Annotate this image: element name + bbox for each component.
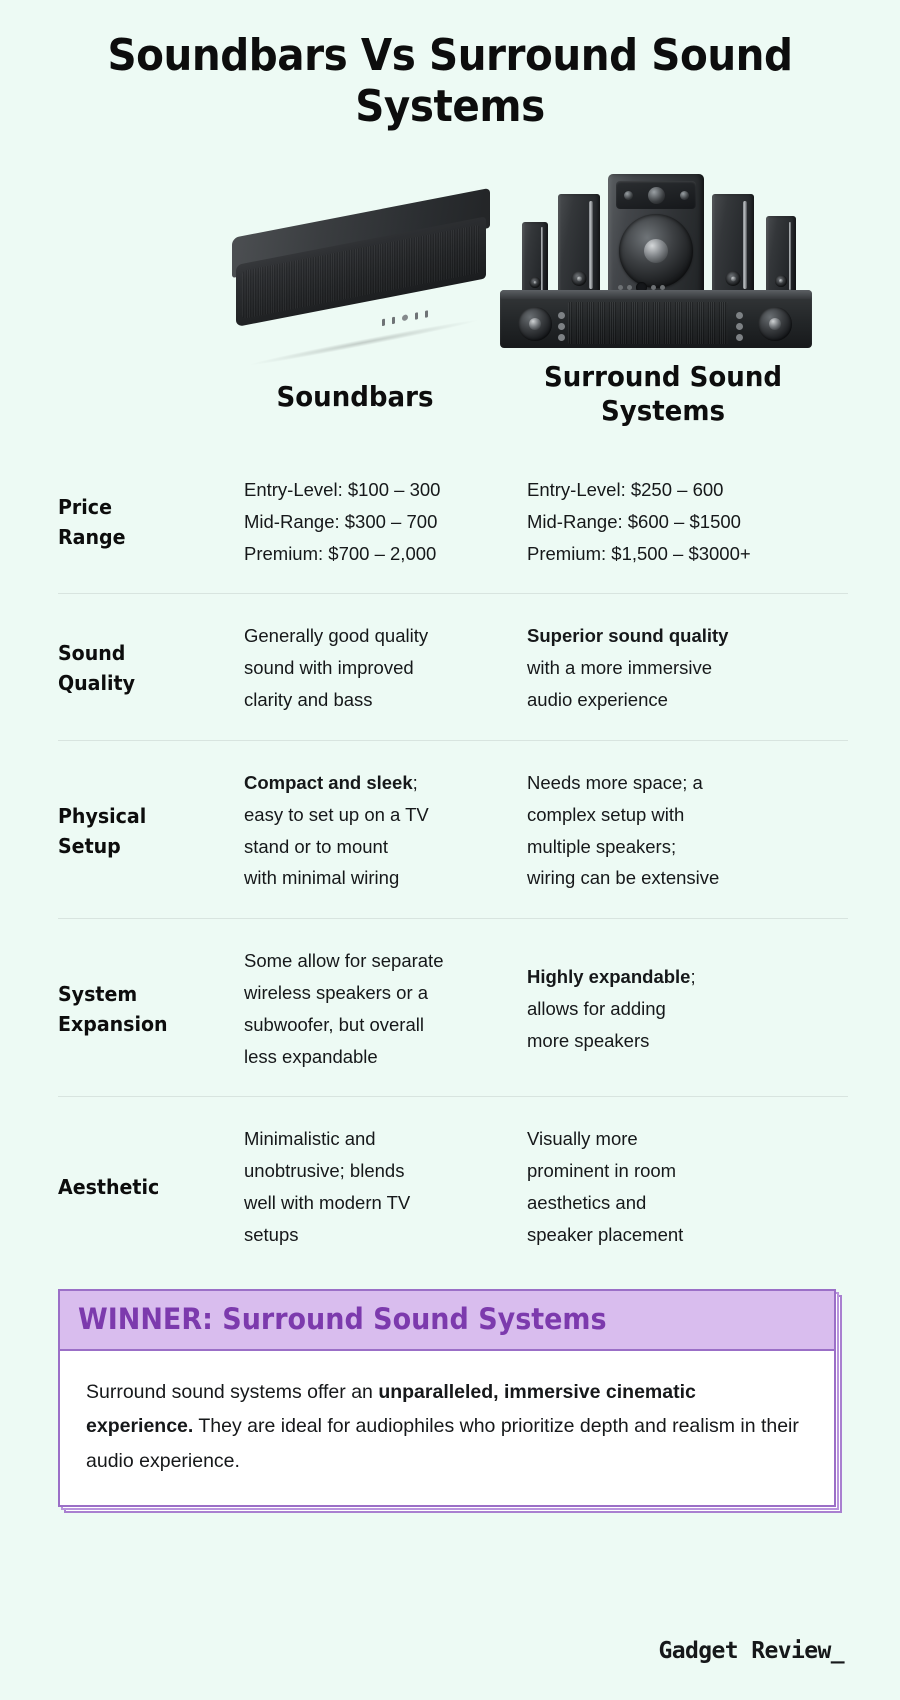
cell-line: Mid-Range: $600 – $1500	[527, 510, 741, 532]
satellite-speaker-far-left	[522, 222, 548, 296]
cell-line: easy to set up on a TV	[244, 803, 429, 825]
cell-line: Entry-Level: $100 – 300	[244, 479, 441, 500]
cell-line: Premium: $1,500 – $3000+	[527, 542, 751, 564]
cell-soundbars	[244, 1123, 527, 1250]
cell-surround	[527, 1123, 848, 1250]
table-row	[58, 918, 848, 1096]
satellite-speaker-left	[558, 194, 600, 296]
cell-line: more speakers	[527, 1029, 650, 1051]
cell-line: sound with improved	[244, 657, 414, 679]
receiver-left-controls	[558, 312, 565, 341]
cell-line: allows for adding	[527, 997, 666, 1019]
cell-line: well with modern TV	[244, 1192, 411, 1213]
cell-line: Some allow for separate	[244, 950, 444, 972]
cell-soundbars	[244, 767, 527, 894]
cell-line: Generally good quality	[244, 625, 429, 647]
table-row	[58, 740, 848, 918]
comparison-table	[0, 460, 900, 1275]
cell-line: unobtrusive; blends	[244, 1160, 405, 1182]
receiver-left-driver	[518, 307, 552, 341]
winner-card-wrapper	[58, 1289, 836, 1507]
cell-surround	[527, 961, 848, 1056]
cell-line: multiple speakers;	[527, 835, 677, 857]
receiver-top-lip	[500, 290, 812, 299]
cell-soundbars	[244, 620, 527, 715]
column-headers	[0, 360, 900, 460]
cell-line: Visually more	[527, 1128, 638, 1150]
cell-line: stand or to mount	[244, 835, 388, 857]
cell-line: Entry-Level: $250 – 600	[527, 479, 724, 500]
cell-line: Highly expandable;	[527, 966, 696, 988]
receiver-grill-mesh	[568, 302, 728, 344]
cell-line: aesthetics and	[527, 1192, 647, 1213]
cell-line: with a more immersive	[527, 657, 713, 679]
cell-line: setups	[244, 1223, 299, 1245]
brand-logo: Gadget Review_	[658, 1638, 844, 1664]
column-header-surround: Surround Sound Systems	[543, 360, 783, 428]
page-title: Soundbars Vs Surround Sound Systems	[107, 30, 793, 132]
cell-line: prominent in room	[527, 1160, 677, 1182]
cell-surround	[527, 620, 848, 715]
cell-line: speaker placement	[527, 1223, 684, 1245]
table-row	[58, 1096, 848, 1274]
cell-soundbars	[244, 474, 527, 569]
receiver-base-unit	[500, 290, 812, 348]
winner-text-segment: Surround sound systems offer an	[86, 1380, 379, 1403]
cell-line: subwoofer, but overall	[244, 1013, 424, 1035]
cell-line: less expandable	[244, 1045, 378, 1067]
center-channel-speaker	[608, 174, 704, 296]
product-image-band	[0, 146, 900, 356]
tweeter-array	[616, 181, 696, 209]
cell-soundbars	[244, 945, 527, 1072]
table-row	[58, 460, 848, 593]
column-header-soundbars: Soundbars	[276, 380, 434, 413]
cell-line: Superior sound quality	[527, 625, 729, 647]
surround-system-product-image	[500, 156, 812, 348]
winner-banner	[60, 1291, 834, 1351]
receiver-right-driver	[758, 307, 792, 341]
cell-line: Mid-Range: $300 – 700	[244, 510, 438, 532]
cell-line: Minimalistic and	[244, 1128, 376, 1150]
row-label: Physical Setup	[58, 803, 147, 858]
row-label: Aesthetic	[58, 1175, 160, 1199]
cell-surround	[527, 767, 848, 894]
cell-line: complex setup with	[527, 803, 685, 825]
cell-line: Compact and sleek;	[244, 771, 418, 793]
cell-line: Needs more space; a	[527, 771, 703, 793]
receiver-right-controls	[736, 312, 743, 341]
winner-text-segment: They are ideal for audiophiles who prioritize depth and realism in their audio experience.	[86, 1415, 799, 1473]
winner-text-emphasis: unparalleled, immersive cinematic experience.	[86, 1380, 696, 1438]
satellite-speaker-right	[712, 194, 754, 296]
table-row	[58, 593, 848, 739]
cell-surround	[527, 474, 848, 569]
winner-card	[58, 1289, 836, 1507]
winner-description	[60, 1351, 834, 1505]
satellite-speaker-far-right	[766, 216, 796, 296]
cell-line: clarity and bass	[244, 689, 373, 711]
cell-line: audio experience	[527, 689, 668, 711]
row-label: System Expansion	[58, 981, 168, 1036]
cell-line: Premium: $700 – 2,000	[244, 542, 437, 564]
woofer-cone	[619, 214, 693, 288]
winner-banner-label: WINNER: Surround Sound Systems	[78, 1301, 607, 1336]
row-label: Sound Quality	[58, 641, 135, 696]
soundbar-product-image	[232, 238, 490, 348]
cell-line: wireless speakers or a	[244, 981, 429, 1003]
cell-line: wiring can be extensive	[527, 867, 720, 889]
row-label: Price Range	[58, 494, 126, 549]
cell-line: with minimal wiring	[244, 867, 400, 889]
